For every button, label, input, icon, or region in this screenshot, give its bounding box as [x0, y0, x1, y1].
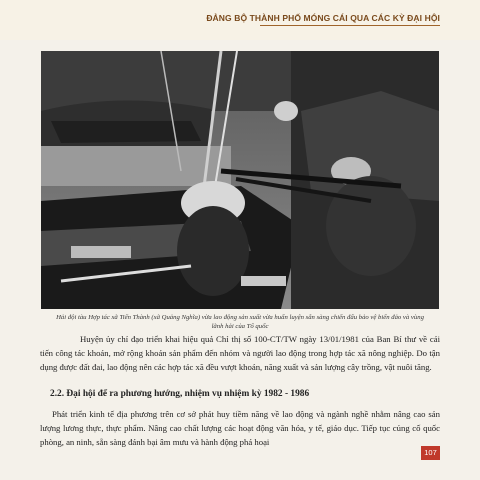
header-rule: [260, 25, 440, 26]
body-paragraph-1: Huyện ủy chỉ đạo triển khai hiệu quả Chỉ thị số 100-CT/TW ngày 13/01/1981 của Ban Bí thư về cải tiến công tác khoán, mở rộng khoán sản phẩm đến nhóm và người lao động trong hợp tác xã nông nghiệp. Do tận dụng được đất đai, lao động nên các hợp tác xã đều vượt khoán, năng xuất và sản lượng cây trồng, vật nuôi tăng.: [40, 334, 440, 373]
section-heading: 2.2. Đại hội để ra phương hướng, nhiệm vụ nhiệm kỳ 1982 - 1986: [50, 389, 310, 399]
historical-photo: [41, 51, 439, 309]
body-paragraph-2: Phát triển kinh tế địa phương trên cơ sở phát huy tiềm năng về lao động và ngành nghề nhằm nâng cao sản lượng lương thực, thực phẩm. Nâng cao chất lượng các hoạt động văn hóa, y tế, giáo dục. Tiếp tục củng cố quốc phòng, an ninh, sẵn sàng đánh bại âm mưu và hành động phá hoại: [40, 409, 440, 448]
running-header-title: ĐẢNG BỘ THÀNH PHỐ MÓNG CÁI QUA CÁC KỲ ĐẠI HỘI: [206, 13, 440, 23]
page-number-badge: 107: [421, 446, 440, 460]
page-header: [0, 0, 480, 40]
photo-caption: Hải đội tàu Hợp tác xã Tiến Thành (xã Quảng Nghĩa) vừa lao động sản xuất vừa huấn luyện sẵn sàng chiến đấu bảo vệ biển đảo và vùng lãnh hải của Tổ quốc: [56, 314, 424, 330]
photo-image: [41, 51, 439, 309]
